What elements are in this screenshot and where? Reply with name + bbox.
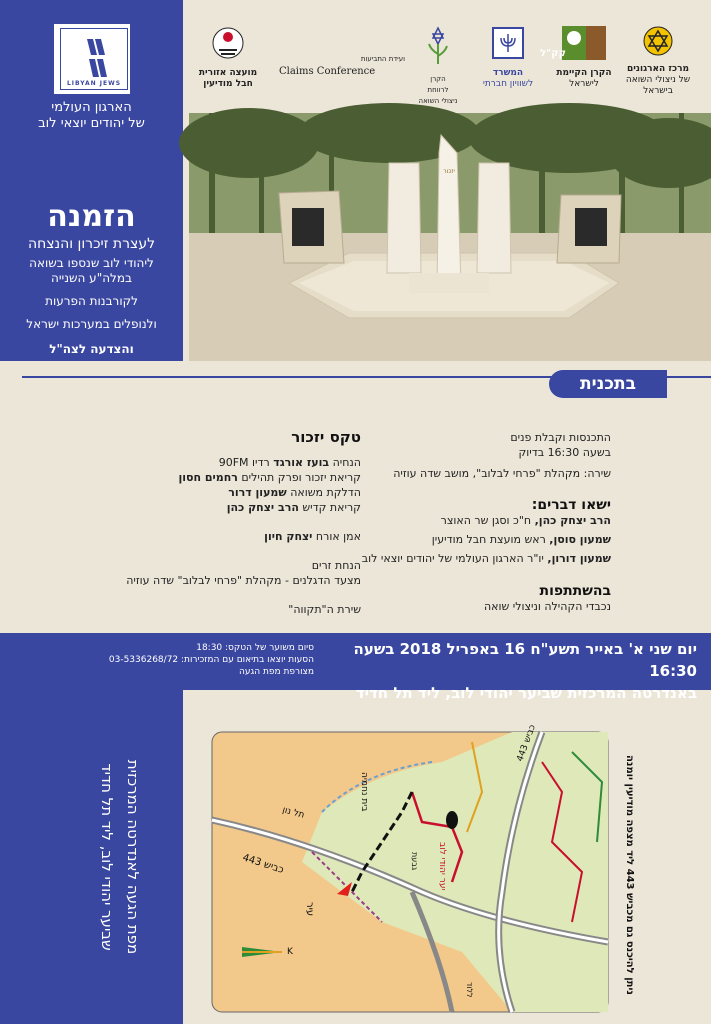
invitation-line: והצדעה לצה"ל [49,342,134,356]
org-name [0,100,183,132]
map-label-road443a: כביש 443 [241,852,286,877]
map-label-giv: גבעת [410,852,419,871]
svg-text:קק"ל: קק"ל [540,48,566,59]
map-label-telnun: תל נון [281,805,306,821]
map-caption-line2: שביער יהודי לוב, ליד תל חדיד [98,763,116,951]
event-place: באנדרטה המרכזית שביער יהודי לוב, ליד תל חדיד [355,684,697,702]
speaker-item: הרב יצחק כהן, ח"כ וסגן שר האוצר [440,514,611,527]
org-logo-frame [60,28,128,90]
invitation-subtitle: לעצרת זיכרון והנצחה [27,236,156,252]
org-logo [52,22,132,96]
menorah-emblem-icon [491,26,525,60]
anthem-line: שירת ה"תקווה" [288,603,361,616]
map-label-bitnun: בית נחמיה [359,772,369,812]
arrival-map [212,723,608,1012]
participation-heading: בהשתתפות [539,583,611,599]
speaker-item: שמעון סוסן, ראש מועצת חבל מודיעין [431,533,611,546]
kkl-icon [540,26,606,60]
map-label-jews: יער יהודי לוב [437,842,447,891]
event-details [307,638,697,704]
invitation-line: ולנופלים במערכות ישראל [26,317,157,331]
wreaths-line: הנחת זרים [311,559,361,572]
invitation-line: במלה"ע השנייה [51,271,132,285]
map-attached: מצורפת מפת הגעה [239,667,314,677]
invitation-title: הזמנה [47,199,136,234]
rides: הסעות יוצאו בתיאום עם המזכירות: 03-5336268/72 [108,655,314,665]
map-label-lod: ללוד [465,982,474,998]
yizkor-line: קריאת יזכור ופרק תהילים רחמים חסון [178,471,361,484]
org-logo-icon [83,37,107,79]
monument-photo [189,113,711,361]
council-logo: מועצה אזורית חבל מודיעין [193,26,263,90]
kaddish-line: קריאת קדיש הרב יצחק כהן [226,501,361,514]
invitation-lines [0,256,183,359]
merkaz-logo: מרכז הארגונים של ניצולי השואה בישראל [623,26,693,97]
song: שירה: מקהלת "פרחי לבלוב", מושב שדה עוזיה [393,467,611,480]
svg-text:יזכור: יזכור [443,168,455,175]
council-emblem-icon [211,26,245,60]
map-label-road443b: כביש 443 [515,723,538,764]
event-logistics [14,642,314,678]
map-note-text: ניתן להיכנס גם מכביש 443 ליד מצפה מודיעין יומנה [624,755,635,995]
participation-line: נכבדי הקהילה וניצולי שואה [483,600,611,613]
host-line: הנחיה בועז אורגד רדיו 90FM [218,456,361,469]
org-logo-caption: LIBYAN JEWS [66,80,122,87]
parade-line: מצעד הדגלנים - מקהלת "פרחי לבלוב" שדה עוזיה [126,574,361,587]
map-label-k: K [287,947,293,957]
claims-logo: ועידת התביעות Claims Conference [279,55,405,77]
ministry-logo: המשרד לשוויון חברתי [473,26,543,90]
speakers-heading: ישאו דברים: [531,497,611,513]
guest-line: אמן אורח יצחק חיון [264,530,361,543]
program-tab: בתכנית [549,370,667,398]
map-note [612,735,642,1015]
kkl-logo: קק"ל הקרן הקיימת לישראל [549,26,619,90]
foundation-logo: הקרן לרווחת ניצולי השואה [403,26,473,107]
map-caption [50,690,150,1024]
gathering-time: בשעה 16:30 בדיוק [518,446,611,459]
speaker-item: שמעון דורון, יו"ר הארגון העולמי של יהודים יוצאי לוב [361,552,611,565]
org-name-line1: הארגון העולמי [51,100,132,115]
end-time: סיום משוער של הטקס: 18:30 [196,643,314,653]
invitation-line: לקורבנות הפרעות [45,294,138,308]
map-label-ayalon: עיר [304,902,315,917]
sponsor-logos [183,0,711,112]
torch-line: הדלקת משואה שמעון דרור [228,486,361,499]
ceremony-heading: טקס יזכור [291,428,361,446]
invitation-line: ליהודי לוב שנספו בשואה [29,256,154,270]
star-of-david-icon [643,26,673,56]
event-date: יום שני א' באייר תשע"ח 16 באפריל 2018 בשעה 16:30 [353,640,697,680]
map-caption-line1: מפת הגעה לאנדרטה המרכזית [124,759,142,955]
star-plant-icon [423,26,453,66]
program-left [101,430,361,617]
gathering: התכנסות וקבלת פנים [510,431,611,444]
org-name-line2: של יהודים יוצאי לוב [38,116,145,131]
